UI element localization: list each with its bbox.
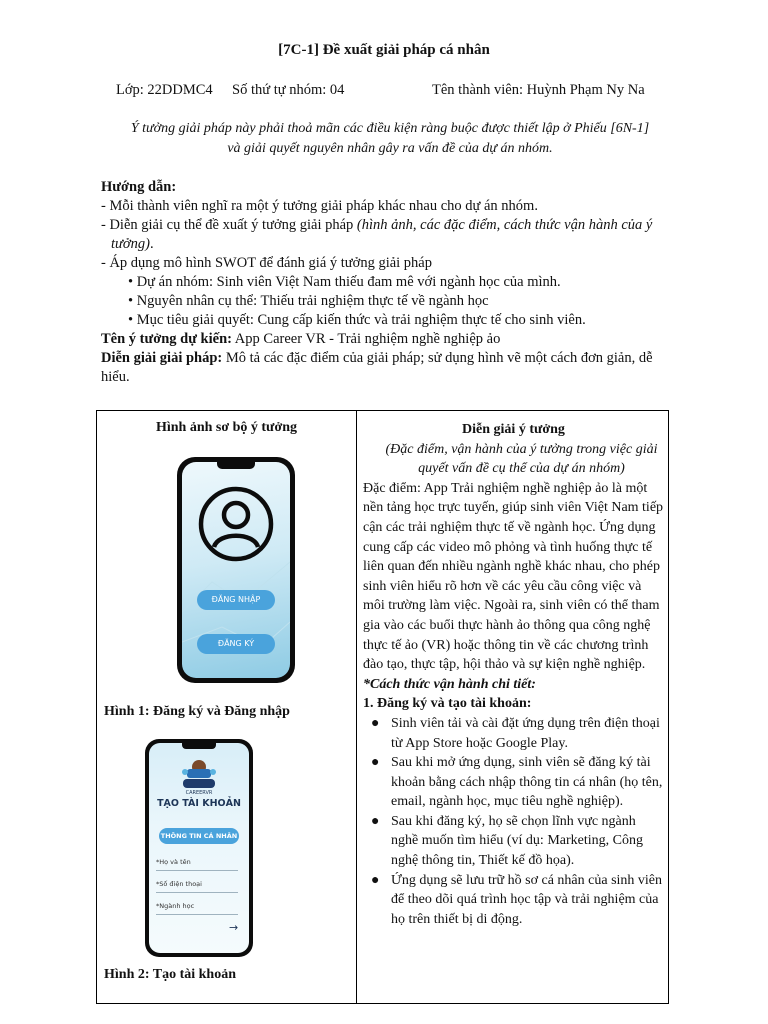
field-full-name-underline (156, 870, 238, 871)
guide-item-2-suffix: . (150, 236, 154, 252)
idea-name-value: App Career VR - Trải nghiệm nghề nghiệp ảo (231, 331, 501, 347)
guide-sub-2: • Nguyên nhân cụ thể: Thiếu trải nghiệm thực tế về ngành học (128, 293, 489, 309)
personal-info-button[interactable]: THÔNG TIN CÁ NHÂN (159, 828, 239, 844)
step-1-heading: 1. Đăng ký và tạo tài khoản: (363, 696, 532, 712)
list-item-text: Ứng dụng sẽ lưu trữ hồ sơ cá nhân của sinh viên để theo dõi quá trình học tập và trải nghiệm của họ trên thiết bị di động. (391, 872, 663, 927)
guide-item-2-italic: (hình ảnh, các đặc điểm, cách thức vận hành của ý tưởng) (111, 217, 653, 252)
list-item: ● Sau khi đăng ký, họ sẽ chọn lĩnh vực ngành nghề muốn tìm hiểu (ví dụ: Marketing, Công nghệ thông tin, Thiết kế đồ họa). (371, 813, 643, 869)
brand-label: CAREERVR (185, 790, 213, 796)
guide-sub-3: • Mục tiêu giải quyết: Cung cấp kiến thức và trải nghiệm thực tế cho sinh viên. (128, 312, 586, 328)
solution-explain-value: Mô tả các đặc điểm của giải pháp; sử dụng hình vẽ một cách đơn giản, dễ hiểu. (101, 350, 653, 385)
field-full-name[interactable]: *Họ và tên (156, 858, 191, 866)
member-info: Tên thành viên: Huỳnh Phạm Ny Na (432, 82, 645, 98)
phone-notch (182, 743, 216, 749)
idea-table (96, 410, 669, 1004)
guide-item-2-prefix: - Diễn giải cụ thể đề xuất ý tưởng giải pháp (101, 217, 357, 233)
guide-sub-1: • Dự án nhóm: Sinh viên Việt Nam thiếu đam mê với ngành học của mình. (128, 274, 561, 290)
guide-section (101, 178, 681, 387)
group-info: Số thứ tự nhóm: 04 (232, 82, 345, 98)
phone-mockup-login (177, 457, 295, 683)
intro-note (90, 119, 690, 159)
list-item-text: Sau khi mở ứng dụng, sinh viên sẽ đăng ký tài khoản bằng cách nhập thông tin cá nhân (họ tên, email, ngành học, mục tiêu nghề nghiệp). (391, 755, 663, 810)
list-item: ● Sau khi mở ứng dụng, sinh viên sẽ đăng ký tài khoản bằng cách nhập thông tin cá nhân (họ tên, email, ngành học, mục tiêu nghề nghiệp). (371, 755, 663, 810)
next-arrow-icon[interactable]: → (229, 921, 239, 934)
guide-item-2 (101, 216, 681, 254)
guide-heading: Hướng dẫn: (101, 179, 177, 195)
list-item-text: Sau khi đăng ký, họ sẽ chọn lĩnh vực ngành nghề muốn tìm hiểu (ví dụ: Marketing, Công nghệ thông tin, Thiết kế đồ họa). (391, 813, 643, 869)
explanation-header: Diễn giải ý tưởng (462, 422, 565, 437)
phone-mockup-create-account (145, 739, 253, 957)
field-phone-number[interactable]: *Số điện thoại (156, 880, 202, 888)
figure-2-caption: Hình 2: Tạo tài khoản (104, 967, 237, 982)
idea-name (101, 330, 681, 349)
explanation-column (357, 411, 670, 1003)
field-major-underline (156, 914, 238, 915)
vr-headset-icon (179, 759, 219, 789)
guide-item-3: - Áp dụng mô hình SWOT để đánh giá ý tưởng giải pháp (101, 255, 432, 271)
phone-screen-login (182, 462, 290, 678)
register-button[interactable]: ĐĂNG KÝ (197, 634, 275, 654)
image-column-header: Hình ảnh sơ bộ ý tưởng (155, 420, 297, 435)
solution-explain-label: Diễn giải giải pháp: (101, 350, 223, 366)
figure-1-caption: Hình 1: Đăng ký và Đăng nhập (104, 704, 290, 719)
list-item: ● Sinh viên tải và cài đặt ứng dụng trên điện thoại từ App Store hoặc Google Play. (371, 715, 660, 751)
features-paragraph: Đặc điểm: App Trải nghiệm nghề nghiệp ảo là một nền tảng học trực tuyến, giúp sinh viên Việt Nam tiếp cận các trải nghiệm thực tế về ngành học. Ứng dụng cung cấp các video mô phỏng và tình huống thực tế liên quan đến nhiều ngành nghề khác nhau, cho phép sinh viên hiểu rõ hơn về các yêu cầu công việc và môi trường làm việc. Ngoài ra, sinh viên có thể tham gia vào các buổi thực hành ảo thông qua công nghệ thực tế ảo (VR) hoặc thông tin về các chương trình đào tạo, thực tập, hội thảo và sự kiện nghề nghiệp. (363, 480, 664, 673)
page-title: [7C-1] Đề xuất giải pháp cá nhân (278, 42, 490, 58)
list-item-text: Sinh viên tải và cài đặt ứng dụng trên điện thoại từ App Store hoặc Google Play. (391, 715, 660, 751)
explanation-subheader: (Đặc điểm, vận hành của ý tưởng trong việc giải quyết vấn đề cụ thể của dự án nhóm) (385, 441, 658, 477)
operation-heading: *Cách thức vận hành chi tiết: (363, 676, 536, 692)
field-major[interactable]: *Ngành học (156, 902, 195, 910)
phone-notch (217, 462, 255, 469)
create-account-title: TẠO TÀI KHOẢN (157, 798, 241, 809)
intro-line-2: và giải quyết nguyên nhân gây ra vấn đề của dự án nhóm. (227, 141, 553, 156)
solution-explain (101, 349, 681, 387)
list-item: ● Ứng dụng sẽ lưu trữ hồ sơ cá nhân của sinh viên để theo dõi quá trình học tập và trải nghiệm của họ trên thiết bị di động. (371, 872, 663, 927)
user-avatar-icon (196, 484, 276, 564)
idea-name-label: Tên ý tưởng dự kiến: (101, 331, 232, 347)
guide-item-1: - Mỗi thành viên nghĩ ra một ý tưởng giải pháp khác nhau cho dự án nhóm. (101, 198, 538, 214)
login-button[interactable]: ĐĂNG NHẬP (197, 590, 275, 610)
class-info: Lớp: 22DDMC4 (116, 82, 213, 98)
phone-screen-create-account (149, 743, 249, 953)
intro-line-1: Ý tưởng giải pháp này phải thoả mãn các điều kiện ràng buộc được thiết lập ở Phiếu [6N-1] (130, 121, 650, 136)
field-phone-number-underline (156, 892, 238, 893)
image-column (97, 411, 356, 1003)
